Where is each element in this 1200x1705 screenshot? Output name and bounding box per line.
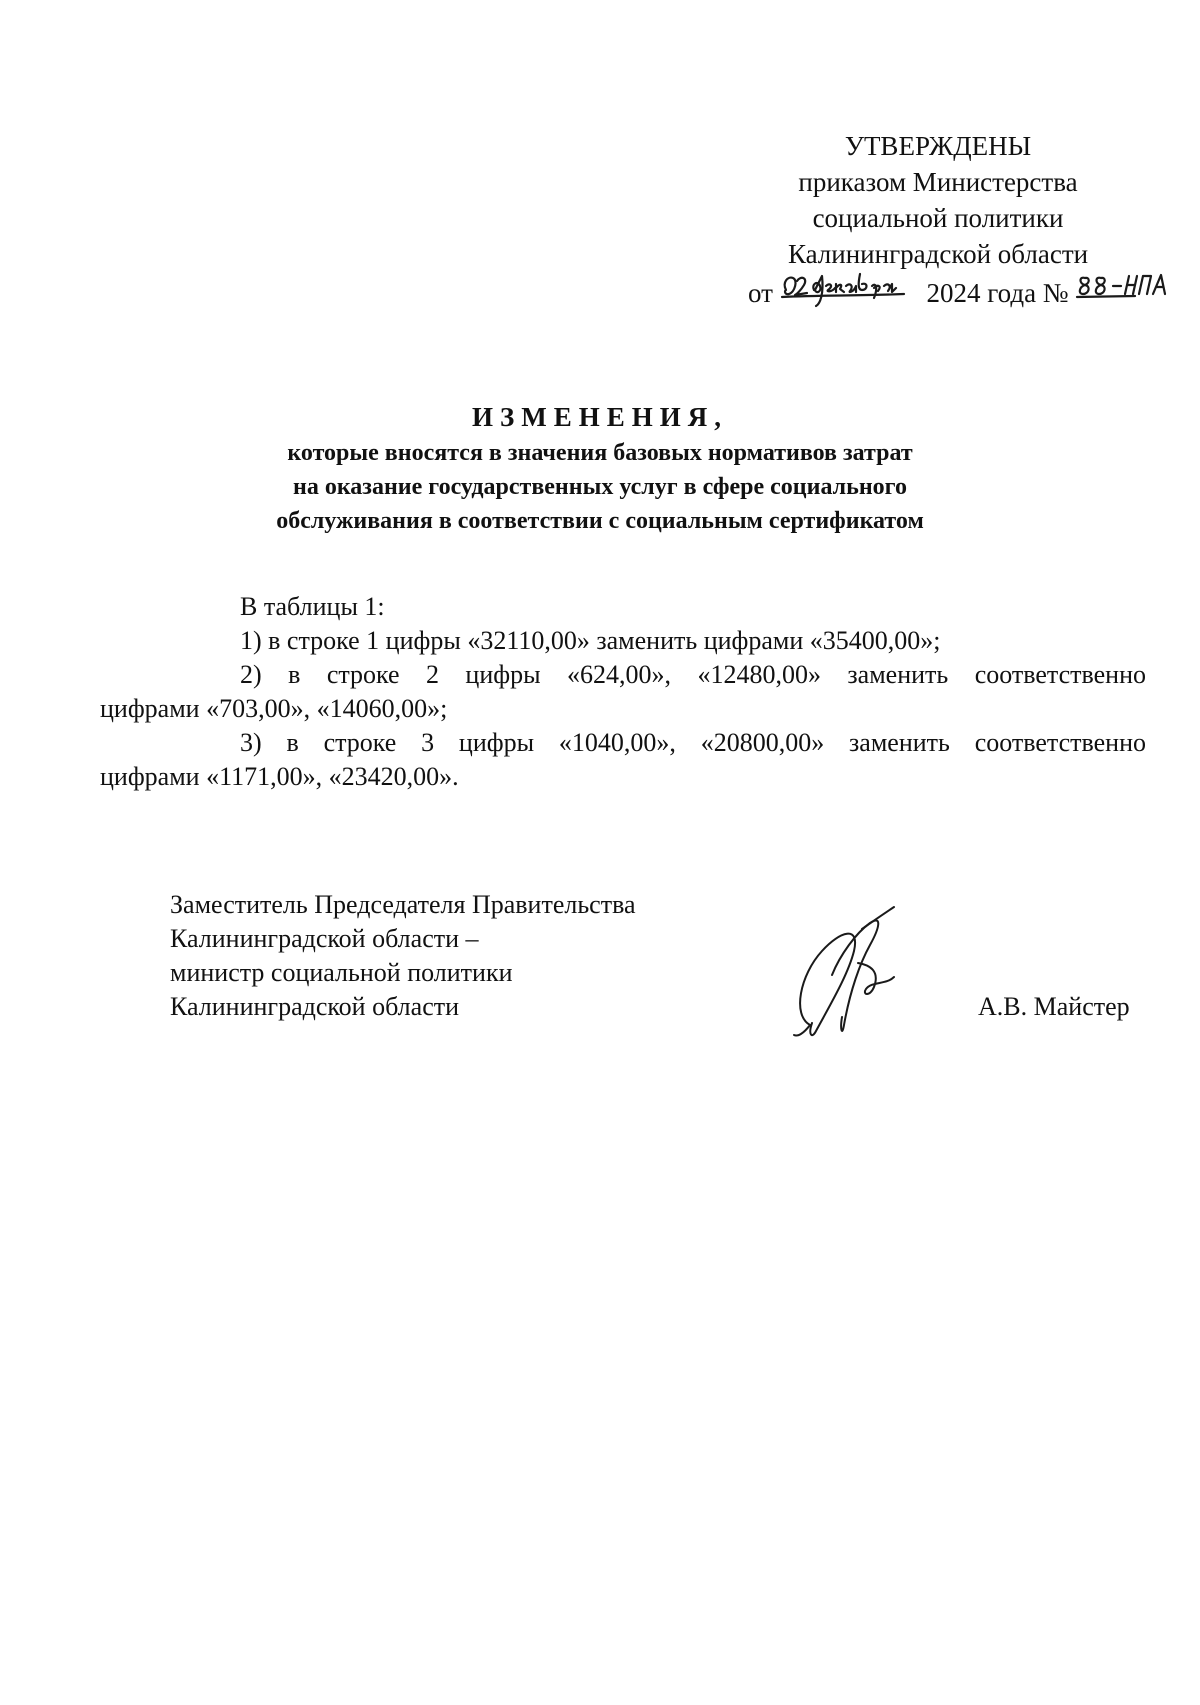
approval-heading: УТВЕРЖДЕНЫ: [844, 131, 1032, 161]
handwritten-number: [1075, 272, 1171, 302]
handwritten-signature: [770, 905, 920, 1055]
year-text: 2024 года №: [926, 278, 1069, 308]
signatory-position-line-1: Заместитель Председателя Правительства: [170, 890, 636, 919]
signatory-position-line-2: Калининградской области –: [170, 924, 479, 953]
title-subtitle: [150, 436, 1050, 538]
body-item-2: [100, 658, 1146, 726]
handwritten-date-strokes: [780, 264, 920, 308]
title-sub-line-2: на оказание государственных услуг в сфере социального: [293, 474, 907, 500]
body-item-3-line-2: цифрами «1171,00», «23420,00».: [100, 762, 459, 791]
document-body: [100, 590, 1146, 794]
body-intro: В таблицы 1:: [240, 592, 385, 621]
approval-block: [748, 128, 1128, 311]
body-item-3: [100, 726, 1146, 794]
approval-line-3: Калининградской области: [787, 239, 1089, 269]
signatory-position-line-3: министр социальной политики: [170, 958, 513, 987]
handwritten-date: [780, 272, 920, 302]
body-item-1: 1) в строке 1 цифры «32110,00» заменить цифрами «35400,00»;: [240, 626, 941, 655]
signatory-name: А.В. Майстер: [978, 992, 1130, 1021]
approval-line-2: социальной политики: [812, 203, 1064, 233]
signatory-position: [170, 888, 636, 1024]
title-sub-line-3: обслуживания в соответствии с социальным сертификатом: [276, 508, 924, 534]
body-item-2-line-2: цифрами «703,00», «14060,00»;: [100, 694, 448, 723]
title-sub-line-1: которые вносятся в значения базовых нормативов затрат: [287, 440, 913, 466]
approval-line-1: приказом Министерства: [798, 167, 1078, 197]
handwritten-number-strokes: [1075, 264, 1171, 308]
body-item-3-line-1: 3) в строке 3 цифры «1040,00», «20800,00» заменить соответственно: [240, 728, 1146, 757]
date-prefix: от: [748, 278, 773, 308]
signatory-position-line-4: Калининградской области: [170, 992, 460, 1021]
document-title: [150, 398, 1050, 538]
title-main: ИЗМЕНЕНИЯ,: [471, 402, 728, 432]
body-item-2-line-1: 2) в строке 2 цифры «624,00», «12480,00» заменить соответственно: [240, 660, 1146, 689]
approval-date-line: [748, 272, 1128, 311]
